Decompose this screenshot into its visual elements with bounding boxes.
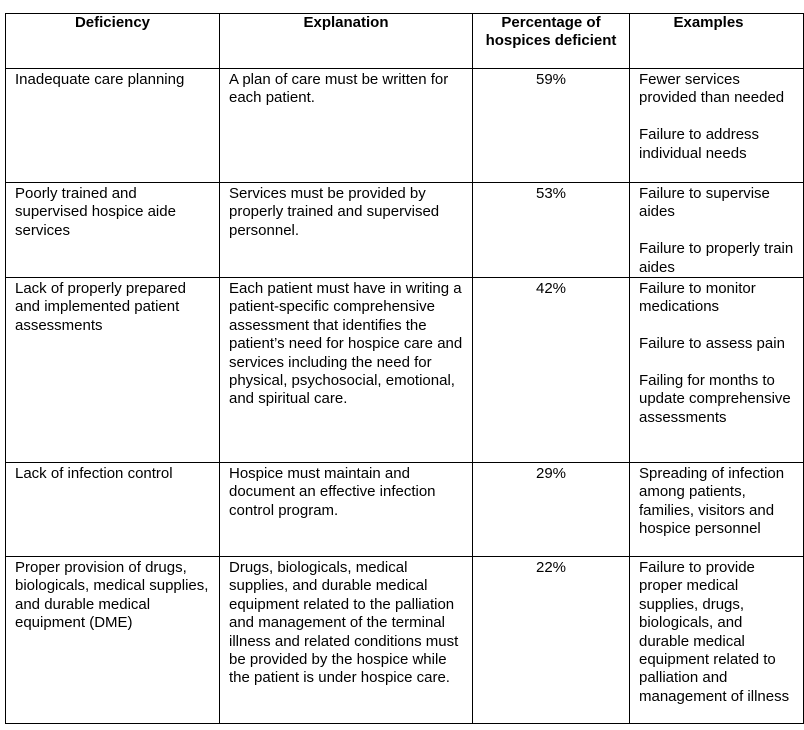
table-row bbox=[6, 278, 804, 463]
header-percentage: Percentage of hospices deficient bbox=[473, 14, 630, 69]
percentage-cell: 22% bbox=[473, 557, 630, 724]
percentage-cell: 53% bbox=[473, 183, 630, 278]
deficiency-cell: Poorly trained and supervised hospice aide services bbox=[6, 183, 220, 278]
explanation-cell: Each patient must have in writing a patient-specific comprehensive assessment that identifies the patient’s need for hospice care and services including the need for physical, psychosocial, emotional, and spiritual care. bbox=[220, 278, 473, 463]
table-row bbox=[6, 183, 804, 278]
table-row bbox=[6, 557, 804, 724]
table-row bbox=[6, 69, 804, 183]
deficiency-cell: Lack of infection control bbox=[6, 463, 220, 557]
percentage-cell: 59% bbox=[473, 69, 630, 183]
header-row bbox=[6, 14, 804, 69]
example-item: Failure to provide proper medical supplies, drugs, biologicals, and durable medical equipment related to palliation and management of illness bbox=[639, 559, 790, 705]
explanation-cell: Services must be provided by properly trained and supervised personnel. bbox=[220, 183, 473, 278]
hospice-deficiency-table bbox=[5, 13, 804, 724]
percentage-cell: 42% bbox=[473, 278, 630, 463]
example-item: Failure to assess pain bbox=[639, 335, 785, 353]
header-explanation: Explanation bbox=[220, 14, 473, 69]
explanation-cell: Drugs, biologicals, medical supplies, and durable medical equipment related to the palliation and management of the terminal illness and related conditions must be provided by the hospice while the patient is under hospice care. bbox=[220, 557, 473, 724]
examples-cell bbox=[630, 463, 804, 557]
example-item: Failure to monitor medications bbox=[639, 280, 756, 316]
examples-cell bbox=[630, 183, 804, 278]
example-item: Spreading of infection among patients, families, visitors and hospice personnel bbox=[639, 465, 785, 538]
percentage-cell: 29% bbox=[473, 463, 630, 557]
examples-cell bbox=[630, 69, 804, 183]
deficiency-cell: Proper provision of drugs, biologicals, medical supplies, and durable medical equipment (DME) bbox=[6, 557, 220, 724]
example-item: Failing for months to update comprehensive assessments bbox=[639, 372, 791, 426]
deficiency-cell: Lack of properly prepared and implemented patient assessments bbox=[6, 278, 220, 463]
example-item: Failure to supervise aides bbox=[639, 185, 770, 221]
examples-cell bbox=[630, 278, 804, 463]
header-examples: Examples bbox=[630, 14, 804, 69]
example-item: Failure to address individual needs bbox=[639, 126, 760, 162]
explanation-cell: A plan of care must be written for each patient. bbox=[220, 69, 473, 183]
header-deficiency: Deficiency bbox=[6, 14, 220, 69]
example-item: Fewer services provided than needed bbox=[639, 71, 785, 107]
examples-cell bbox=[630, 557, 804, 724]
explanation-cell: Hospice must maintain and document an effective infection control program. bbox=[220, 463, 473, 557]
deficiency-cell: Inadequate care planning bbox=[6, 69, 220, 183]
table-row bbox=[6, 463, 804, 557]
example-item: Failure to properly train aides bbox=[639, 240, 794, 276]
